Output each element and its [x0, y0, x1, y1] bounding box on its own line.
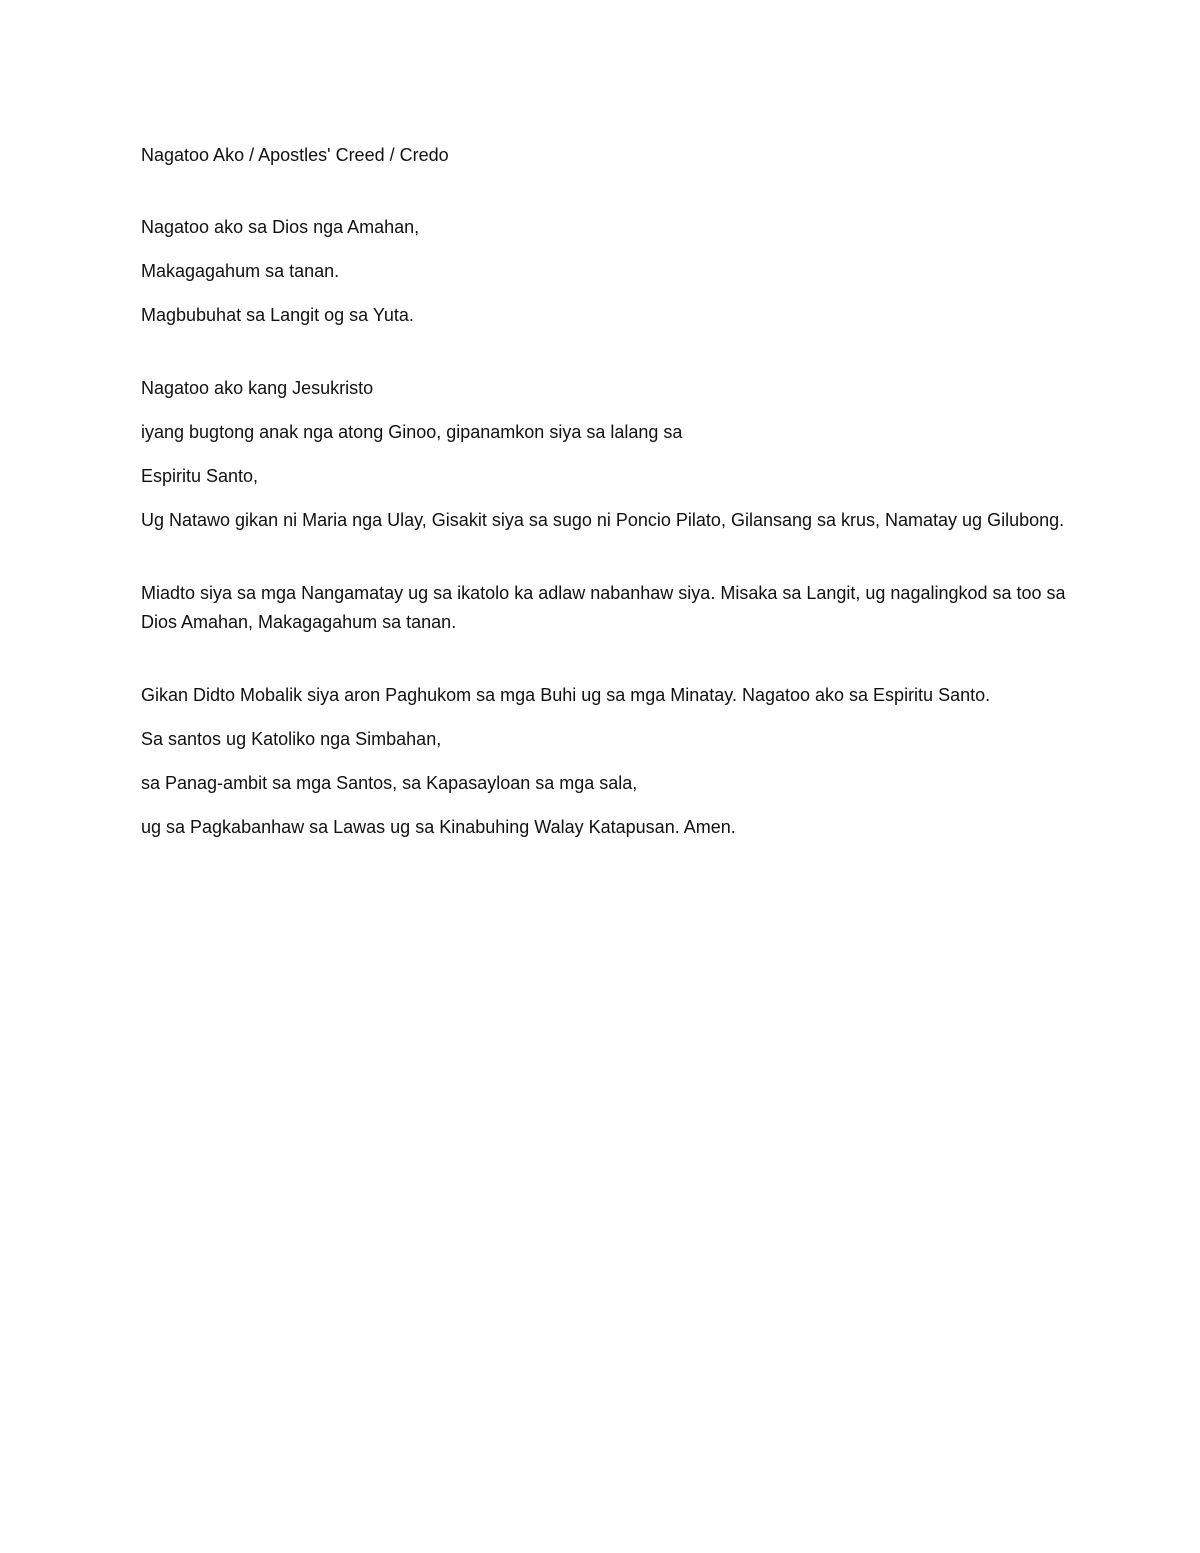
paragraph: Makagagahum sa tanan. [141, 261, 340, 281]
paragraph: Espiritu Santo, [141, 466, 259, 486]
paragraph: Sa santos ug Katoliko nga Simbahan, [141, 729, 442, 749]
paragraph: Miadto siya sa mga Nangamatay ug sa ikatolo ka adlaw nabanhaw siya. Misaka sa Langit, ug nagalingkod sa too sa Dios Amahan, Makagagahum sa tanan. [141, 583, 1066, 632]
paragraph: Nagatoo ako kang Jesukristo [141, 378, 374, 398]
paragraph: Magbubuhat sa Langit og sa Yuta. [141, 305, 414, 325]
document-title: Nagatoo Ako / Apostles' Creed / Credo [141, 145, 449, 165]
paragraph: iyang bugtong anak nga atong Ginoo, gipanamkon siya sa lalang sa [141, 422, 683, 442]
paragraph: Ug Natawo gikan ni Maria nga Ulay, Gisakit siya sa sugo ni Poncio Pilato, Gilansang sa krus, Namatay ug Gilubong. [141, 510, 1065, 530]
document-body [141, 141, 1071, 842]
paragraph: Nagatoo ako sa Dios nga Amahan, [141, 217, 420, 237]
paragraph: sa Panag-ambit sa mga Santos, sa Kapasayloan sa mga sala, [141, 773, 638, 793]
paragraph: ug sa Pagkabanhaw sa Lawas ug sa Kinabuhing Walay Katapusan. Amen. [141, 817, 736, 837]
paragraph: Gikan Didto Mobalik siya aron Paghukom sa mga Buhi ug sa mga Minatay. Nagatoo ako sa Espiritu Santo. [141, 685, 991, 705]
